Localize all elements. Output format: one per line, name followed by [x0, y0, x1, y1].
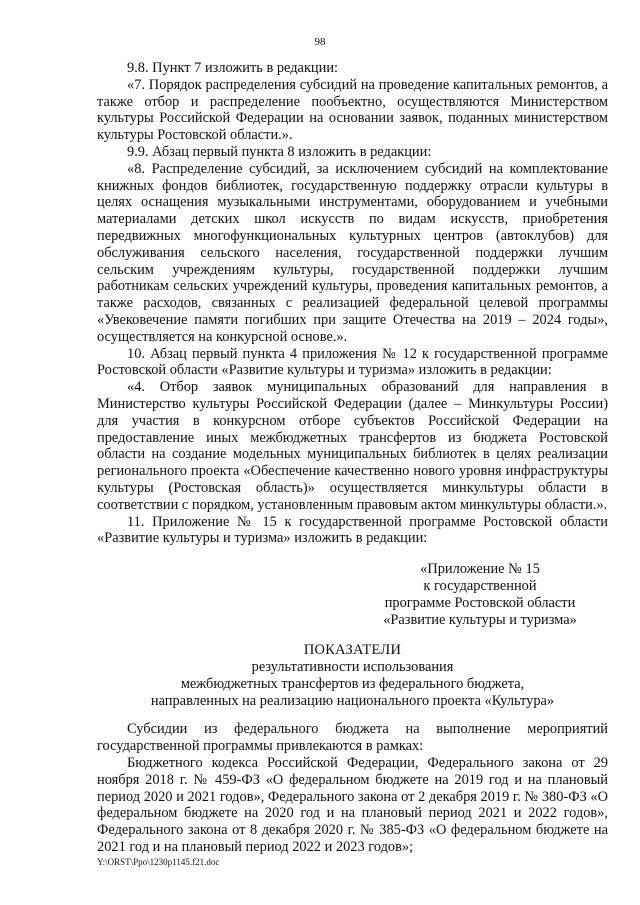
- page-number: 98: [314, 36, 326, 48]
- paragraph-11: 11. Приложение № 15 к государственной программе Ростовской области «Развитие культуры и туризма» изложить в редакции:: [97, 513, 608, 547]
- document-body: [97, 60, 608, 856]
- paragraph-10: 10. Абзац первый пункта 4 приложения № 12 к государственной программе Ростовской области «Развитие культуры и туризма» изложить в редакции:: [97, 345, 608, 379]
- title-sub-3: направленных на реализацию национального проекта «Культура»: [150, 692, 555, 709]
- paragraph-budget-code: Бюджетного кодекса Российской Федерации, Федерального закона от 29 ноября 2018 г. № 459-ФЗ «О федеральном бюджете на 2019 год и на плановый период 2020 и 2021 годов», Федерального закона от 2 декабря 2019 г. № 380-ФЗ «О федеральном бюджете на 2020 год и на плановый период 2021 и 2022 годов», Федерального закона от 8 декабря 2020 г. № 385-ФЗ «О федеральном бюджете на 2021 год и на плановый период 2022 и 2023 годов»;: [97, 755, 608, 856]
- file-path-footer: Y:\ORST\Ppo\1230p1145.f21.doc: [97, 857, 220, 867]
- annex-line-2: к государственной: [423, 577, 537, 594]
- annex-line-1: «Приложение № 15: [420, 561, 540, 578]
- title-sub-2: межбюджетных трансфертов из федерального бюджета,: [180, 675, 525, 692]
- paragraph-9-8: 9.8. Пункт 7 изложить в редакции:: [127, 60, 339, 76]
- paragraph-point-8: «8. Распределение субсидий, за исключением субсидий на комплектование книжных фондов библиотек, государственную поддержку отрасли культуры в целях оснащения музыкальными инструментами, оборудованием и учебными материалами детских школ искусств по видам искусств, приобретения передвижных многофункциональных культурных центров (автоклубов) для обслуживания сельского населения, государственной поддержки лучшим сельским учреждениям культуры, государственной поддержки лучшим работникам сельских учреждений культуры, проведения капитальных ремонтов, а также расходов, связанных с реализацией федеральной целевой программы «Увековечение памяти погибших при защите Отечества на 2019 – 2024 годы», осуществляется на конкурсной основе.».: [97, 160, 608, 345]
- annex-line-4: «Развитие культуры и туризма»: [383, 611, 577, 628]
- annex-line-3: программе Ростовской области: [384, 594, 576, 611]
- section-title: [97, 642, 608, 709]
- title-main: ПОКАЗАТЕЛИ: [303, 642, 402, 659]
- annex-header: [360, 561, 600, 628]
- paragraph-point-7: «7. Порядок распределения субсидий на проведение капитальных ремонтов, а также отбор и распределение пообъектно, осуществляются Министерством культуры Российской Федерации на основании заявок, поданных министерством культуры Ростовской области.».: [97, 76, 608, 144]
- paragraph-point-4: «4. Отбор заявок муниципальных образований для направления в Министерство культуры Российской Федерации (далее – Минкультуры России) для участия в конкурсном отборе субъектов Российской Федерации на предоставление иных межбюджетных трансфертов из бюджета Ростовской области на создание модельных муниципальных библиотек в целях реализации регионального проекта «Обеспечение качественно нового уровня инфраструктуры культуры (Ростовская область)» осуществляется минкультуры области в соответствии с порядком, установленным правовым актом минкультуры области.».: [97, 379, 608, 513]
- paragraph-subsidies: Субсидии из федерального бюджета на выполнение мероприятий государственной программы привлекаются в рамках:: [97, 721, 608, 755]
- paragraph-9-9: 9.9. Абзац первый пункта 8 изложить в редакции:: [127, 143, 432, 160]
- title-sub-1: результативности использования: [251, 659, 454, 676]
